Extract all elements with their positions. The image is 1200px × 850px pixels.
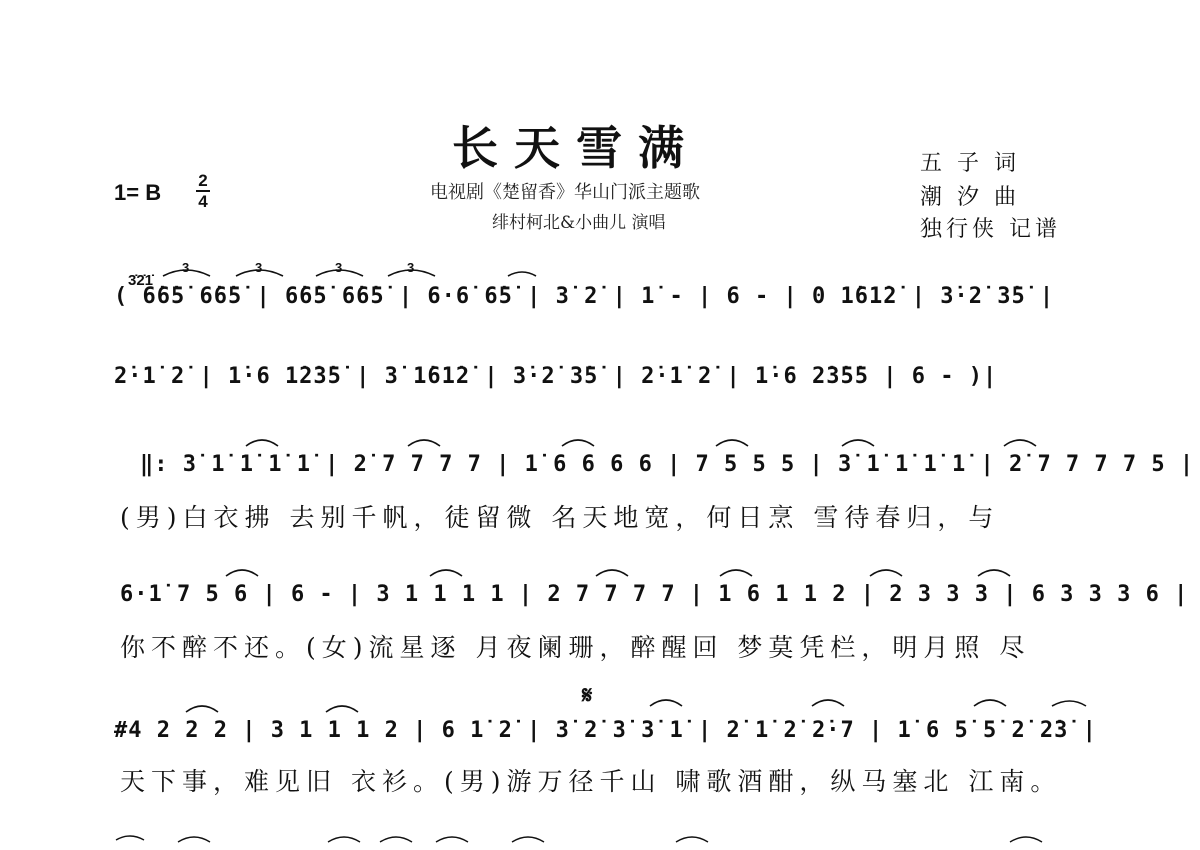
tie-slur: [408, 440, 440, 446]
staff-line-1: ( 6̇6̇5̇ 6̇6̇5̇ | 6̇6̇5̇ 6̇6̇5̇ | 6·6̇ 6̇5̇ | 3̇ 2̇ | 1̇ - | 6 - | 0 1̇61̇2̇ | 3̇·2̇ 3̇5̇ |: [114, 284, 1055, 309]
tie-slur: [116, 836, 144, 840]
tie-slur: [186, 706, 218, 712]
triplet-number: 3: [182, 260, 190, 275]
triplet-number: 3: [335, 260, 343, 275]
time-signature-bottom: 4: [198, 192, 208, 211]
tie-slur: [974, 700, 1006, 706]
tie-slur: [326, 706, 358, 712]
staff-line-4: 6·1̇ 7 5 6 | 6 - | 3 1 1 1 1 | 2 7 7 7 7 | 1 6 1 1 2 | 2 3 3 3 | 6 3 3 3 6 |: [120, 582, 1189, 607]
tie-slur: [978, 570, 1010, 576]
staff-line-5: #4 2 2 2 | 3 1 1 1 2 | 6 1̇ 2̇ | 3̇ 2̇ 3̇ 3̇ 1̇ | 2̇ 1̇ 2̇ 2̇·7 | 1̇ 6 5̇ 5̇ 2̇ 2̇3̇ |: [114, 718, 1097, 743]
performers-credit: 绯村柯北&小曲儿 演唱: [492, 213, 666, 233]
tie-slur: [720, 570, 752, 576]
composer-credit: 潮 汐 曲: [920, 185, 1020, 210]
tie-slur: [842, 440, 874, 446]
intro-grace-notes: 3̇2̇1̇: [128, 272, 154, 289]
tie-slur: [812, 700, 844, 706]
tie-slur: [596, 570, 628, 576]
tie-slur: [512, 837, 544, 842]
lyrics-line-3: 天下事，难见旧 衣衫。(男)游万径千山 啸歌酒酣，纵马塞北 江南。: [120, 767, 1062, 796]
song-subtitle: 电视剧《楚留香》华山门派主题歌: [430, 182, 700, 203]
tie-slur: [226, 570, 258, 576]
triplet-number: 3: [255, 260, 263, 275]
tie-slur: [328, 837, 360, 842]
tie-slur: [650, 700, 682, 706]
tie-slur: [1004, 440, 1036, 446]
tie-slur: [716, 440, 748, 446]
staff-line-3: ‖: 3̇ 1̇ 1̇ 1̇ 1̇ | 2̇ 7 7 7 7 | 1̇ 6 6 6 6 | 7 5 5 5 | 3̇ 1̇ 1̇ 1̇ 1̇ | 2̇ 7 7 7 7 5 |: [140, 452, 1195, 477]
tie-slur: [178, 837, 210, 842]
triplet-number: 3: [407, 260, 415, 275]
tie-slur: [676, 837, 708, 842]
tie-slur: [436, 837, 468, 842]
transcriber-credit: 独行侠 记谱: [920, 217, 1061, 242]
time-signature-top: 2: [198, 171, 208, 190]
tie-slur: [430, 570, 462, 576]
lyrics-line-1: (男)白衣拂 去别千帆，徒留微 名天地宽，何日烹 雪待春归，与: [120, 503, 1000, 532]
tie-slur: [1052, 701, 1086, 706]
tie-slur: [508, 272, 536, 276]
song-title: 长天雪满: [452, 121, 700, 175]
lyrics-line-2: 你不醉不还。(女)流星逐 月夜阑珊，醉醒回 梦莫凭栏，明月照 尽: [120, 633, 1031, 662]
key-signature: 1= B: [114, 180, 162, 205]
tie-slur: [246, 440, 278, 446]
staff-line-2: 2̇·1̇ 2̇ | 1̇·6 1̇2̇3̇5̇ | 3̇ 1̇61̇2̇ | 3̇·2̇ 3̇5̇ | 2̇·1̇ 2̇ | 1̇·6 2̇3̇5̇5 | 6 - )|: [114, 364, 998, 389]
segno-sign: 𝄋: [582, 680, 593, 709]
lyricist-credit: 五 子 词: [920, 151, 1020, 176]
tie-slur: [870, 570, 902, 576]
tie-slur: [1010, 837, 1042, 842]
tie-slur: [380, 837, 412, 842]
tie-slur: [562, 440, 594, 446]
